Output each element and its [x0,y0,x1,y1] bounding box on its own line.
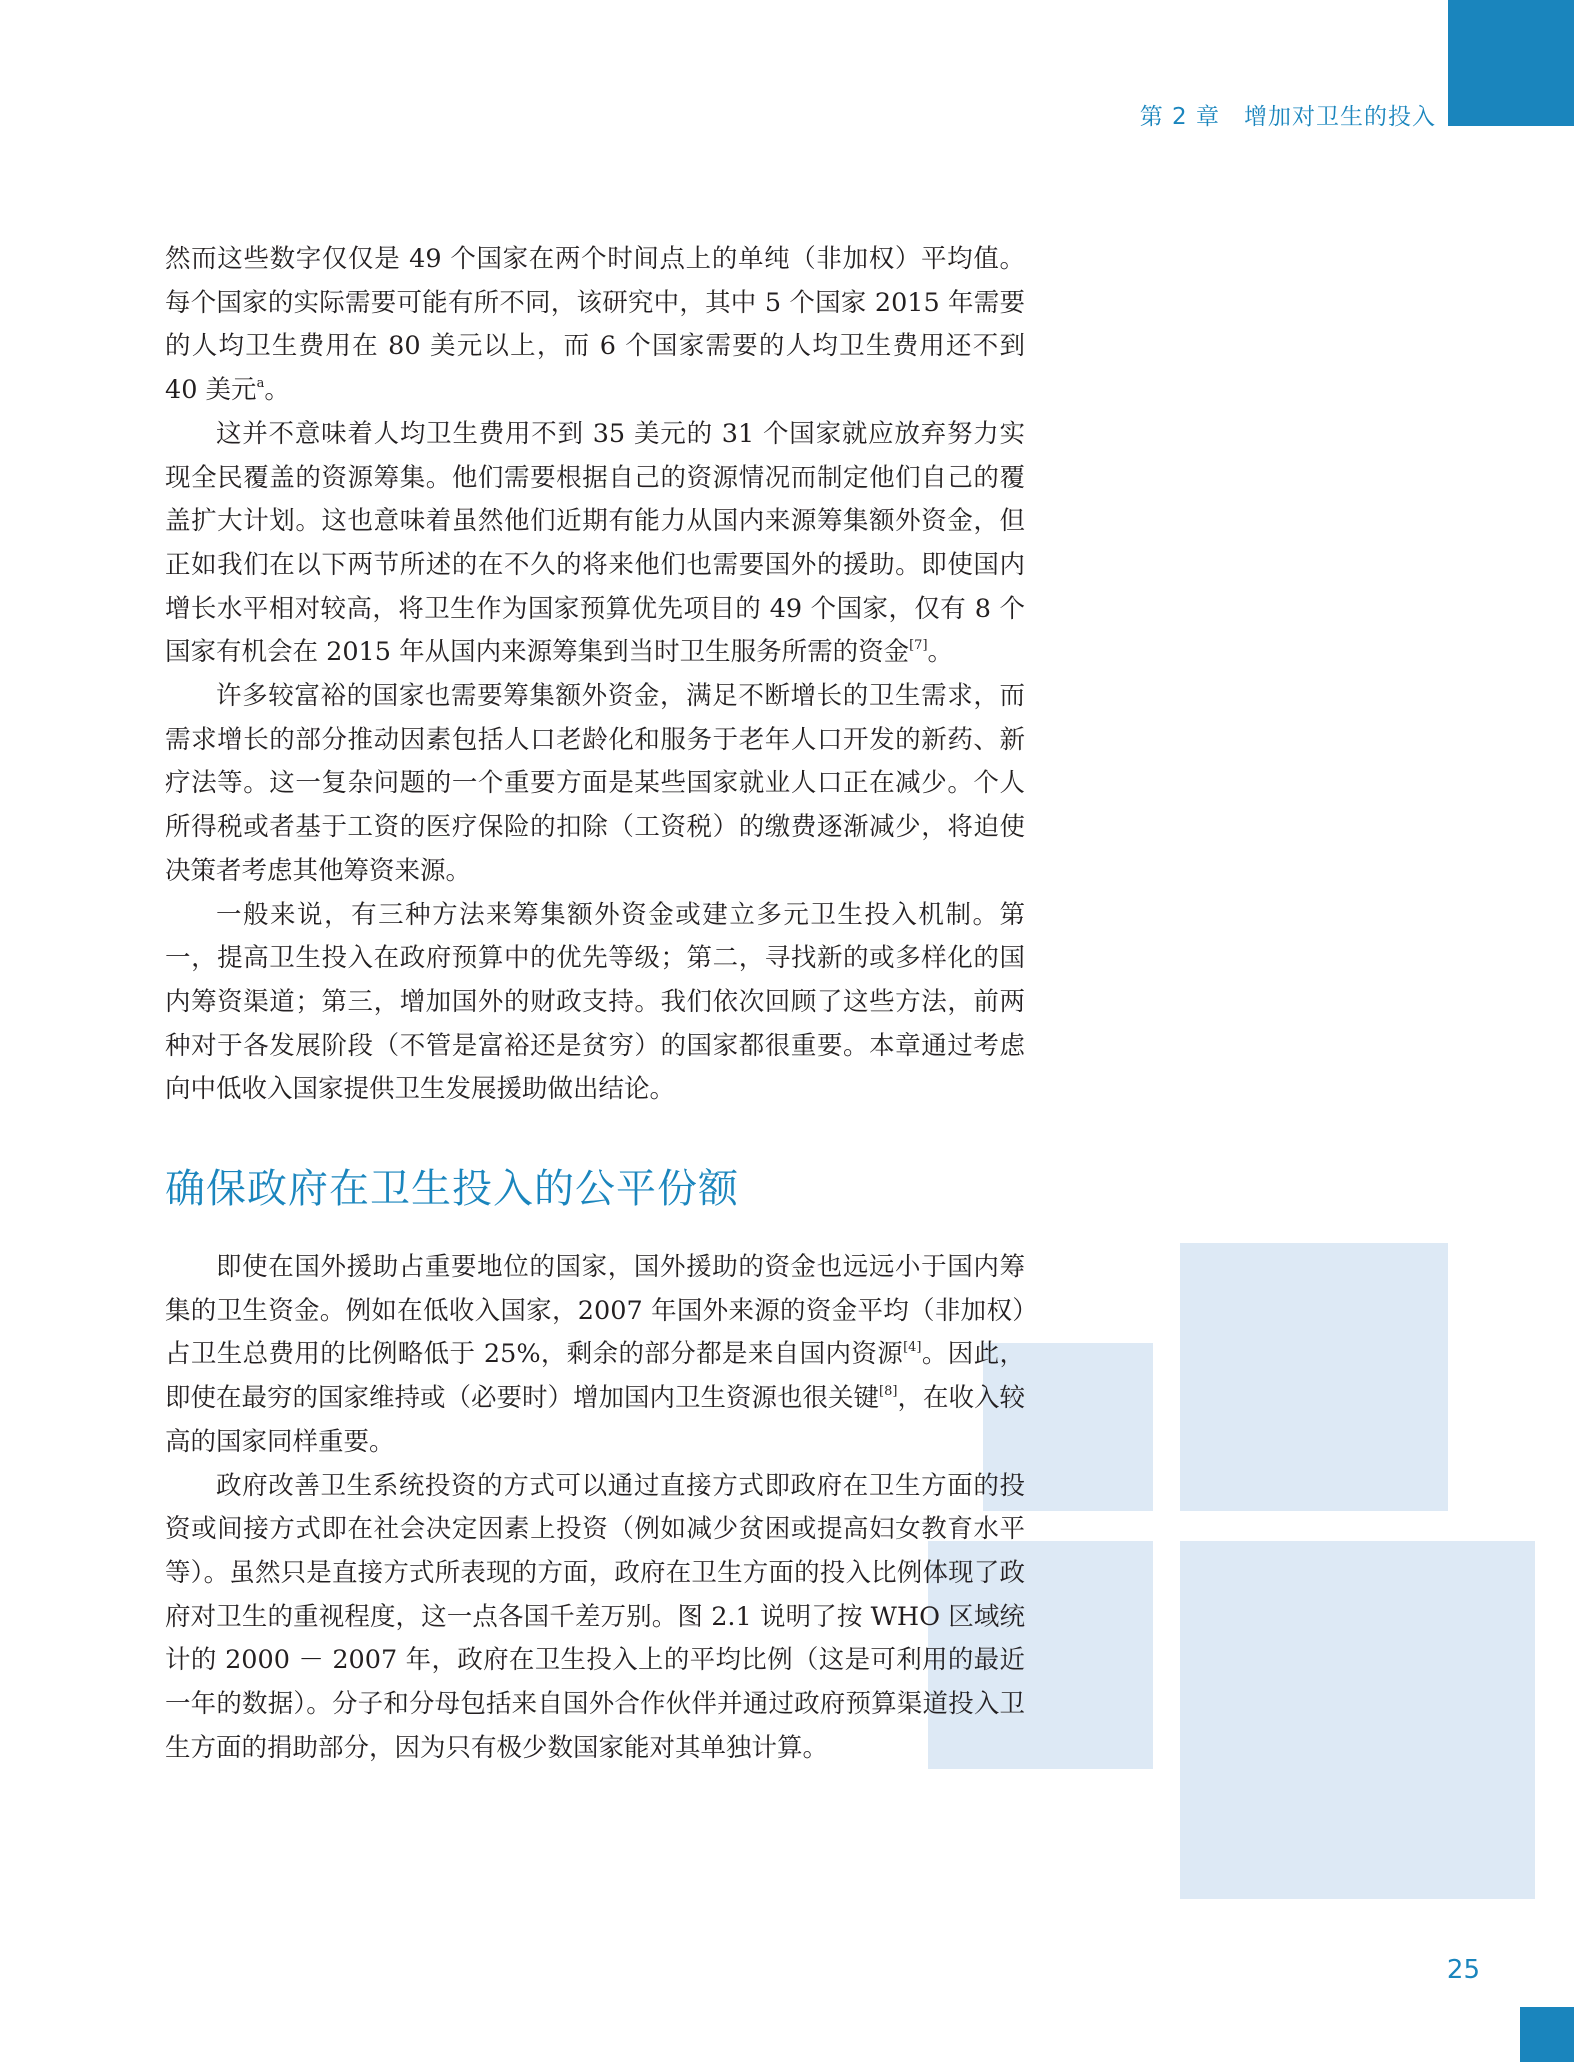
running-head: 第 2 章 增加对卫生的投入 [1139,104,1436,130]
decor-block-1 [1180,1243,1448,1511]
paragraph-3: 许多较富裕的国家也需要筹集额外资金，满足不断增长的卫生需求，而需求增长的部分推动因素包括人口老龄化和服务于老年人口开发的新药、新疗法等。这一复杂问题的一个重要方面是某些国家就业人口正在减少。个人所得税或者基于工资的医疗保险的扣除（工资税）的缴费逐渐减少，将迫使决策者考虑其他筹资来源。 [165,681,1025,886]
paragraph-5-text-a: 即使在国外援助占重要地位的国家，国外援助的资金也远远小于国内筹集的卫生资金。例如在低收入国家，2007 年国外来源的资金平均（非加权）占卫生总费用的比例略低于 25%，剩余的部分都是来自国内资源 [165,1252,1025,1370]
chapter-tab-bottom [1520,2007,1574,2062]
citation-ref: [7] [909,638,928,654]
main-content [165,238,1025,1771]
paragraph-1 [165,238,1025,413]
paragraph-2 [165,413,1025,675]
paragraph-5 [165,1246,1025,1465]
paragraph-2-end: 。 [927,637,954,668]
section-heading: 确保政府在卫生投入的公平份额 [165,1166,739,1213]
paragraph-6: 政府改善卫生系统投资的方式可以通过直接方式即政府在卫生方面的投资或间接方式即在社会决定因素上投资（例如减少贫困或提高妇女教育水平等）。虽然只是直接方式所表现的方面，政府在卫生方面的投入比例体现了政府对卫生的重视程度，这一点各国千差万别。图 2.1 说明了按 WHO 区域统计的 2000 － 2007 年，政府在卫生投入上的平均比例（这是可利用的最近一年的数据）。分子和分母包括来自国外合作伙伴并通过政府预算渠道投入卫生方面的捐助部分，因为只有极少数国家能对其单独计算。 [165,1470,1025,1763]
citation-ref: [8] [879,1384,898,1400]
paragraph-5-text-b: 。因此，即使在最穷的国家维持或（必要时）增加国内卫生资源也很关键 [165,1339,1025,1414]
paragraph-5-text-c: ，在收入较高的国家同样重要。 [165,1383,1025,1457]
page-number: 25 [1446,1955,1480,1985]
chapter-tab-top [1448,0,1574,126]
paragraph-1-end: 。 [264,375,290,406]
paragraph-4: 一般来说，有三种方法来筹集额外资金或建立多元卫生投入机制。第一，提高卫生投入在政府预算中的优先等级；第二，寻找新的或多样化的国内筹资渠道；第三，增加国外的财政支持。我们依次回顾了这些方法，前两种对于各发展阶段（不管是富裕还是贫穷）的国家都很重要。本章通过考虑向中低收入国家提供卫生发展援助做出结论。 [165,899,1025,1105]
citation-ref: [4] [903,1340,922,1356]
footnote-ref: a [256,376,265,392]
paragraph-2-text: 这并不意味着人均卫生费用不到 35 美元的 31 个国家就应放弃努力实现全民覆盖的资源筹集。他们需要根据自己的资源情况而制定他们自己的覆盖扩大计划。这也意味着虽然他们近期有能力从国内来源筹集额外资金，但正如我们在以下两节所述的在不久的将来他们也需要国外的援助。即使国内增长水平相对较高，将卫生作为国家预算优先项目的 49 个国家，仅有 8 个国家有机会在 2015 年从国内来源筹集到当时卫生服务所需的资金 [165,418,1025,668]
decor-block-4 [1180,1541,1535,1899]
paragraph-1-text: 然而这些数字仅仅是 49 个国家在两个时间点上的单纯（非加权）平均值。每个国家的实际需要可能有所不同，该研究中，其中 5 个国家 2015 年需要的人均卫生费用在 80 美元以上，而 6 个国家需要的人均卫生费用还不到 40 美元 [165,244,1025,406]
